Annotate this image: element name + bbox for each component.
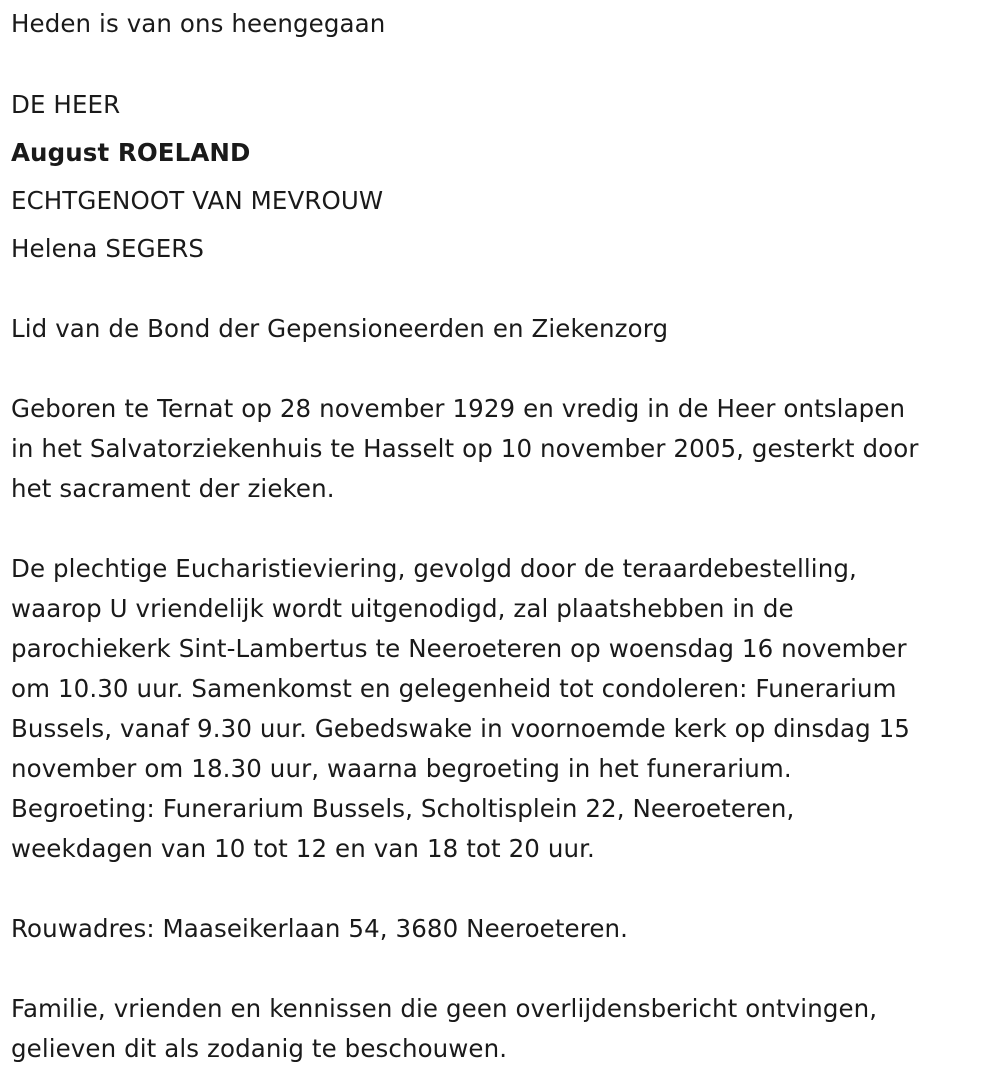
paragraph-line: in het Salvatorziekenhuis te Hasselt op 10 november 2005, gesterkt door bbox=[11, 434, 919, 463]
paragraph-line: het sacrament der zieken. bbox=[11, 474, 335, 503]
paragraph-line: om 10.30 uur. Samenkomst en gelegenheid tot condoleren: Funerarium bbox=[11, 674, 897, 703]
deceased-name: August ROELAND bbox=[11, 138, 251, 167]
paragraph-line: waarop U vriendelijk wordt uitgenodigd, zal plaatshebben in de bbox=[11, 594, 794, 623]
paragraph-line: Familie, vrienden en kennissen die geen overlijdensbericht ontvingen, bbox=[11, 994, 878, 1023]
paragraph-line: De plechtige Eucharistieviering, gevolgd door de teraardebestelling, bbox=[11, 554, 857, 583]
membership-text: Lid van de Bond der Gepensioneerden en Ziekenzorg bbox=[11, 314, 669, 343]
paragraph-line: weekdagen van 10 tot 12 en van 18 tot 20 uur. bbox=[11, 834, 595, 863]
paragraph-line: Geboren te Ternat op 28 november 1929 en vredig in de Heer ontslapen bbox=[11, 394, 906, 423]
spouse-name: Helena SEGERS bbox=[11, 234, 205, 263]
paragraph-line: Bussels, vanaf 9.30 uur. Gebedswake in voornoemde kerk op dinsdag 15 bbox=[11, 714, 910, 743]
paragraph-line: november om 18.30 uur, waarna begroeting in het funerarium. bbox=[11, 754, 792, 783]
spouse-label: ECHTGENOOT VAN MEVROUW bbox=[11, 186, 384, 215]
mourning-address: Rouwadres: Maaseikerlaan 54, 3680 Neeroeteren. bbox=[11, 914, 629, 943]
title-prefix: DE HEER bbox=[11, 90, 121, 119]
intro-text: Heden is van ons heengegaan bbox=[11, 9, 386, 38]
paragraph-line: Begroeting: Funerarium Bussels, Scholtisplein 22, Neeroeteren, bbox=[11, 794, 795, 823]
paragraph-line: gelieven dit als zodanig te beschouwen. bbox=[11, 1034, 508, 1063]
paragraph-line: parochiekerk Sint-Lambertus te Neeroeteren op woensdag 16 november bbox=[11, 634, 907, 663]
